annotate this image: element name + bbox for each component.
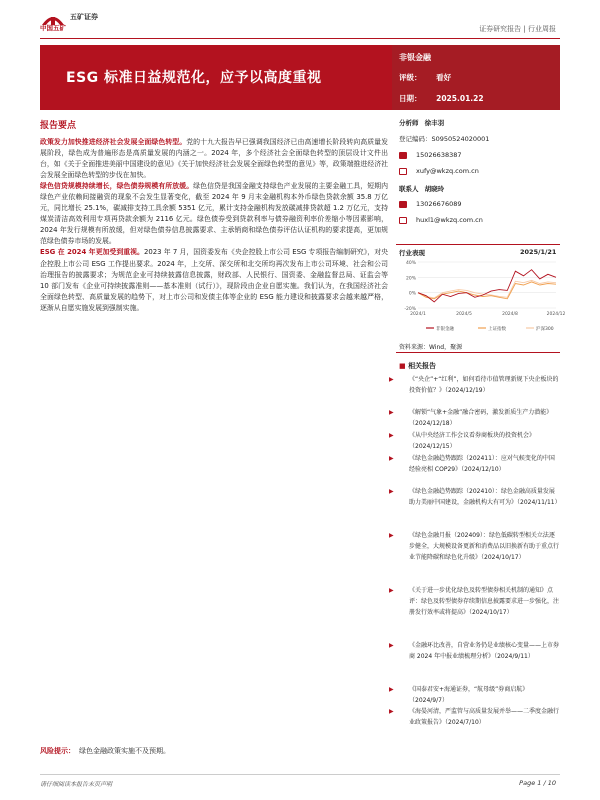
related-report-title: 《绿色金融月报（202409）：绿色低碳转型相关立法逐步健全，大规模设备更新和消费品以旧换新有助于重点行业节能降碳和绿色化升级》（2024/10/17） [409,532,560,561]
paragraph-green-credit [40,181,388,247]
series-line [418,282,556,299]
analyst-phone: 15026638387 [416,151,462,159]
related-report-title: 《从中央经济工作会议看券商板块的投资机会》（2024/12/15） [409,432,536,450]
related-report-title: 《金融环比改善，自营业务仍是业绩核心变量——上市券商 2024 年中报业绩梳理分析》（2024/9/11） [409,642,560,660]
x-tick-label: 2024/5 [456,312,472,317]
related-report-item[interactable] [389,374,559,396]
arrow-icon: ▶ [389,587,394,594]
arrow-icon: ▶ [389,642,394,649]
arrow-icon: ▶ [389,376,394,383]
arrow-icon: ▶ [389,686,394,693]
related-report-title: 《绿色金融趋势跟踪（202410）：绿色金融高质量发展助力美丽中国建设，金融机构大有可为》（2024/11/11） [409,488,561,506]
y-tick-label: 0% [408,291,416,297]
related-report-item[interactable] [389,486,561,508]
series-line [418,270,556,302]
chart-top-rule [396,244,560,245]
related-report-title: 《国泰君安+海通证券，“航母级”券商启航》（2024/9/7） [409,686,529,704]
bullet-icon: ■ [399,362,406,370]
paragraph-policy [40,137,388,181]
arrow-icon: ▶ [389,409,394,416]
y-tick-label: 40% [405,261,416,266]
paragraph-body: 绿色信贷是我国金融支持绿色产业发展的主要金融工具，短期内绿色产业依赖间接融资的现象不会发生显著变化，截至 2024 年 9 月末金融机构本外币绿色贷款余额 35.8 万亿元，同比增长 25.1%，碳减排支持工具余额 5351 亿元，累计支持金融机构发放碳减排贷款超 1.2 万亿元，支持煤炭清洁高效利用专项再贷款余额为 2116 亿元。绿色债券受到贷款利率与债券融资利率价差缩小等因素影响，2024 年发行规模有所放缓，但对绿色债券信息披露要求、主承销商和绿色债券评估认证机构的要求提高，更加规范绿色债券市场的发展。 [40,182,389,246]
logo-subtitle: 中国五矿 [40,24,66,32]
registration-label: 登记编码： [399,135,432,143]
related-report-title: 《“央企”+“红利”，如何看待市值管理新规下央企板块的投资价值？》（2024/12/19） [409,376,559,394]
sector-name: 非银金融 [399,53,431,62]
related-report-title: 《海晏河清，严监管与高质量发展并举——二季度金融行业政策报告》（2024/7/10） [409,708,560,726]
risk-text: 绿色金融政策实施不及预期。 [79,747,170,755]
logo-title: 五矿证券 [70,13,98,21]
summary-body [40,137,388,314]
y-tick-label: 20% [405,276,416,282]
date-row [399,93,484,104]
paragraph-body: 2023 年 7 月，国资委发布《央企控股上市公司 ESG 专项报告编制研究》，对央企控股上市公司 ESG 工作提出要求。2024 年，上交所、深交所和北交所均再次发布上市公司环境、社会和公司治理报告的披露要求；为规范企业可持续披露信息披露，财政部、人民银行、国资委、金融监督总局、证监会等 10 部门发布《企业可持续披露准则——基本准则（试行）》，现阶段由企业自愿实施。我们认为，在我国经济社会全面绿色转型、高质量发展的趋势下，对上市公司和发债主体等企业的 ESG 能力建设和披露要求会越来越严格，逐渐从自愿实施发展到强制实施。 [40,248,388,312]
chart-bottom-rule [396,352,560,353]
legend-label: 上证指数 [488,327,506,332]
date-label: 日期： [399,94,422,103]
x-tick-label: 2024/8 [502,312,518,317]
performance-chart [396,256,566,336]
paragraph-lead: ESG 在 2024 年更加受到重视。 [40,248,144,257]
footer-divider [40,774,560,775]
chart-title: 行业表现 [399,249,425,257]
analyst-label: 分析师 [399,119,419,127]
rating-row [399,72,451,83]
paragraph-lead: 政策发力加快推进经济社会发展全面绿色转型。 [40,138,187,146]
paragraph-lead: 绿色信贷规模持续增长，绿色债券规模有所放缓。 [40,182,194,191]
analyst-name: 徐丰羽 [424,119,445,127]
paragraph-body: 党的十九大报告早已强调我国经济已由高速增长阶段转向高质量发展阶段，绿色成为普遍形态是高质量发展的内涵之一。2024 年，多个经济社会全面绿色转型的顶层设计文件出台，如《关于全面推进美丽中国建设的意见》《关于加快经济社会发展全面绿色转型的意见》等，政策端推进经济社会发展全面绿色转型的步伐在加快。 [40,138,389,180]
risk-warning [40,746,170,756]
summary-heading: 报告要点 [40,121,77,131]
footer-disclaimer: 请仔细阅读本报告末页声明 [40,781,113,788]
registration-code: S0950524020001 [431,135,490,143]
related-report-item[interactable] [389,453,559,475]
related-report-title: 《关于进一步优化绿色及转型债券相关机制的通知》点评：绿色及转型债券存续期信息披露要求进一步强化，注册发行效率或将提高》（2024/10/17） [409,587,560,616]
y-tick-label: -20% [404,307,416,312]
chart-date: 2025/1/21 [520,248,557,256]
contact-name: 胡晓玲 [424,185,445,193]
page-number: Page 1 / 10 [519,779,556,787]
related-heading [399,361,436,371]
contact-label: 联系人 [399,185,419,193]
arrow-icon: ▶ [389,708,394,715]
related-report-item[interactable] [389,407,559,429]
phone-icon [399,152,407,159]
related-report-title: 《绿色金融趋势跟踪（202411）：应对气候变化的中国经验亮相 COP29》（2024/12/10） [409,455,555,473]
arrow-icon: ▶ [389,532,394,539]
related-report-item[interactable] [389,684,559,706]
header-links: 证券研究报告 | 行业周报 [479,25,556,33]
arrow-icon: ▶ [389,488,394,495]
contact-row [399,184,444,193]
contact-phone: 13026676089 [416,200,462,208]
analyst-row [399,118,444,127]
analyst-email[interactable]: xufy@wkzq.com.cn [416,167,479,175]
date-value: 2025.01.22 [436,94,484,103]
header-divider [40,38,560,39]
related-title: 相关报告 [408,362,437,370]
rating-value: 看好 [436,73,452,82]
x-tick-label: 2024/12 [546,312,566,317]
related-report-item[interactable] [389,530,560,563]
related-report-item[interactable] [389,640,560,662]
email-icon [399,168,407,175]
arrow-icon: ▶ [389,455,394,462]
contact-email[interactable]: huxl1@wkzq.com.cn [416,216,483,224]
related-report-item[interactable] [389,585,560,618]
related-report-title: 《解锁“气象+金融”融合密码，激发新质生产力潜能》（2024/12/18） [409,409,553,427]
report-title: ESG 标准日益规范化，应予以高度重视 [66,70,322,86]
registration-row [399,134,489,143]
x-tick-label: 2024/1 [410,312,426,317]
related-report-item[interactable] [389,430,559,452]
legend-label: 沪深300 [536,327,554,332]
paragraph-esg [40,247,388,313]
legend-label: 非银金融 [436,327,454,332]
email-icon [399,217,407,224]
related-report-item[interactable] [389,706,560,728]
chart-source: 资料来源：Wind，聚源 [399,344,463,351]
risk-label: 风险提示： [40,747,75,755]
phone-icon [399,201,407,208]
arrow-icon: ▶ [389,432,394,439]
rating-label: 评级： [399,73,422,82]
